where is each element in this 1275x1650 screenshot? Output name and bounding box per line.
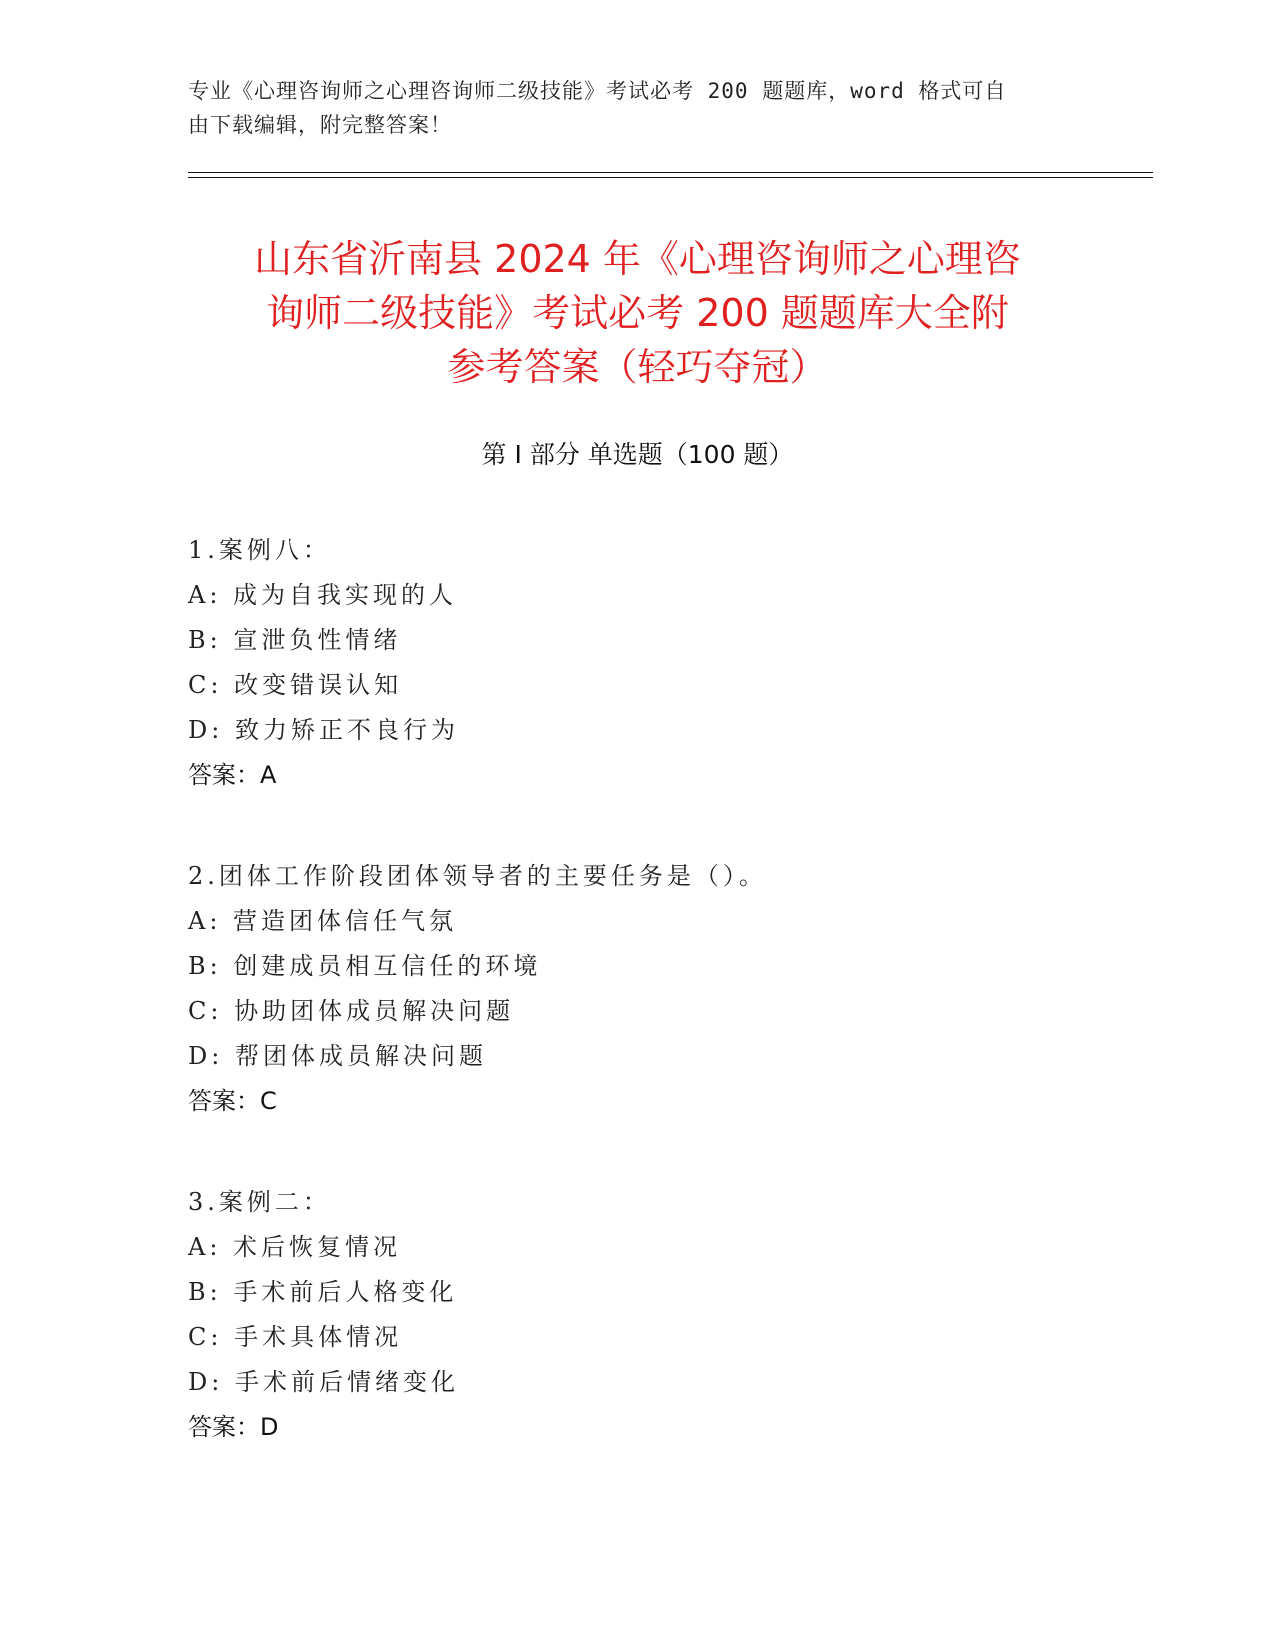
header-note-line-2: 由下载编辑，附完整答案！ xyxy=(188,113,452,137)
title-line-2: 询师二级技能》考试必考 200 题题库大全附 xyxy=(266,291,1009,335)
title-line-3: 参考答案（轻巧夺冠） xyxy=(447,345,828,389)
option-b: B: 创建成员相互信任的环境 xyxy=(188,952,542,980)
header-note xyxy=(188,74,1068,142)
option-c: C: 手术具体情况 xyxy=(188,1323,403,1351)
question-1 xyxy=(188,528,1138,798)
question-list xyxy=(188,528,1138,1506)
answer: 答案：A xyxy=(188,761,277,789)
section-heading: 第 I 部分 单选题（100 题） xyxy=(481,440,794,469)
answer: 答案：C xyxy=(188,1087,277,1115)
header-note-line-1: 专业《心理咨询师之心理咨询师二级技能》考试必考 200 题题库，word 格式可自 xyxy=(188,79,1007,103)
question-stem: 2.团体工作阶段团体领导者的主要任务是（）。 xyxy=(188,862,767,890)
option-d: D: 帮团体成员解决问题 xyxy=(188,1042,487,1070)
option-a: A: 成为自我实现的人 xyxy=(188,581,458,609)
option-c: C: 协助团体成员解决问题 xyxy=(188,997,515,1025)
header-rule-top xyxy=(188,172,1153,173)
title-line-1: 山东省沂南县 2024 年《心理咨询师之心理咨 xyxy=(254,237,1021,281)
option-c: C: 改变错误认知 xyxy=(188,671,403,699)
option-a: A: 术后恢复情况 xyxy=(188,1233,402,1261)
answer: 答案：D xyxy=(188,1413,279,1441)
question-stem: 3.案例二： xyxy=(188,1188,331,1216)
option-a: A: 营造团体信任气氛 xyxy=(188,907,458,935)
document-title xyxy=(140,232,1135,394)
question-3 xyxy=(188,1180,1138,1450)
question-stem: 1.案例八： xyxy=(188,536,331,564)
option-d: D: 手术前后情绪变化 xyxy=(188,1368,459,1396)
header-rule-bottom xyxy=(188,177,1153,178)
question-2 xyxy=(188,854,1138,1124)
option-b: B: 手术前后人格变化 xyxy=(188,1278,458,1306)
option-d: D: 致力矫正不良行为 xyxy=(188,716,459,744)
option-b: B: 宣泄负性情绪 xyxy=(188,626,402,654)
